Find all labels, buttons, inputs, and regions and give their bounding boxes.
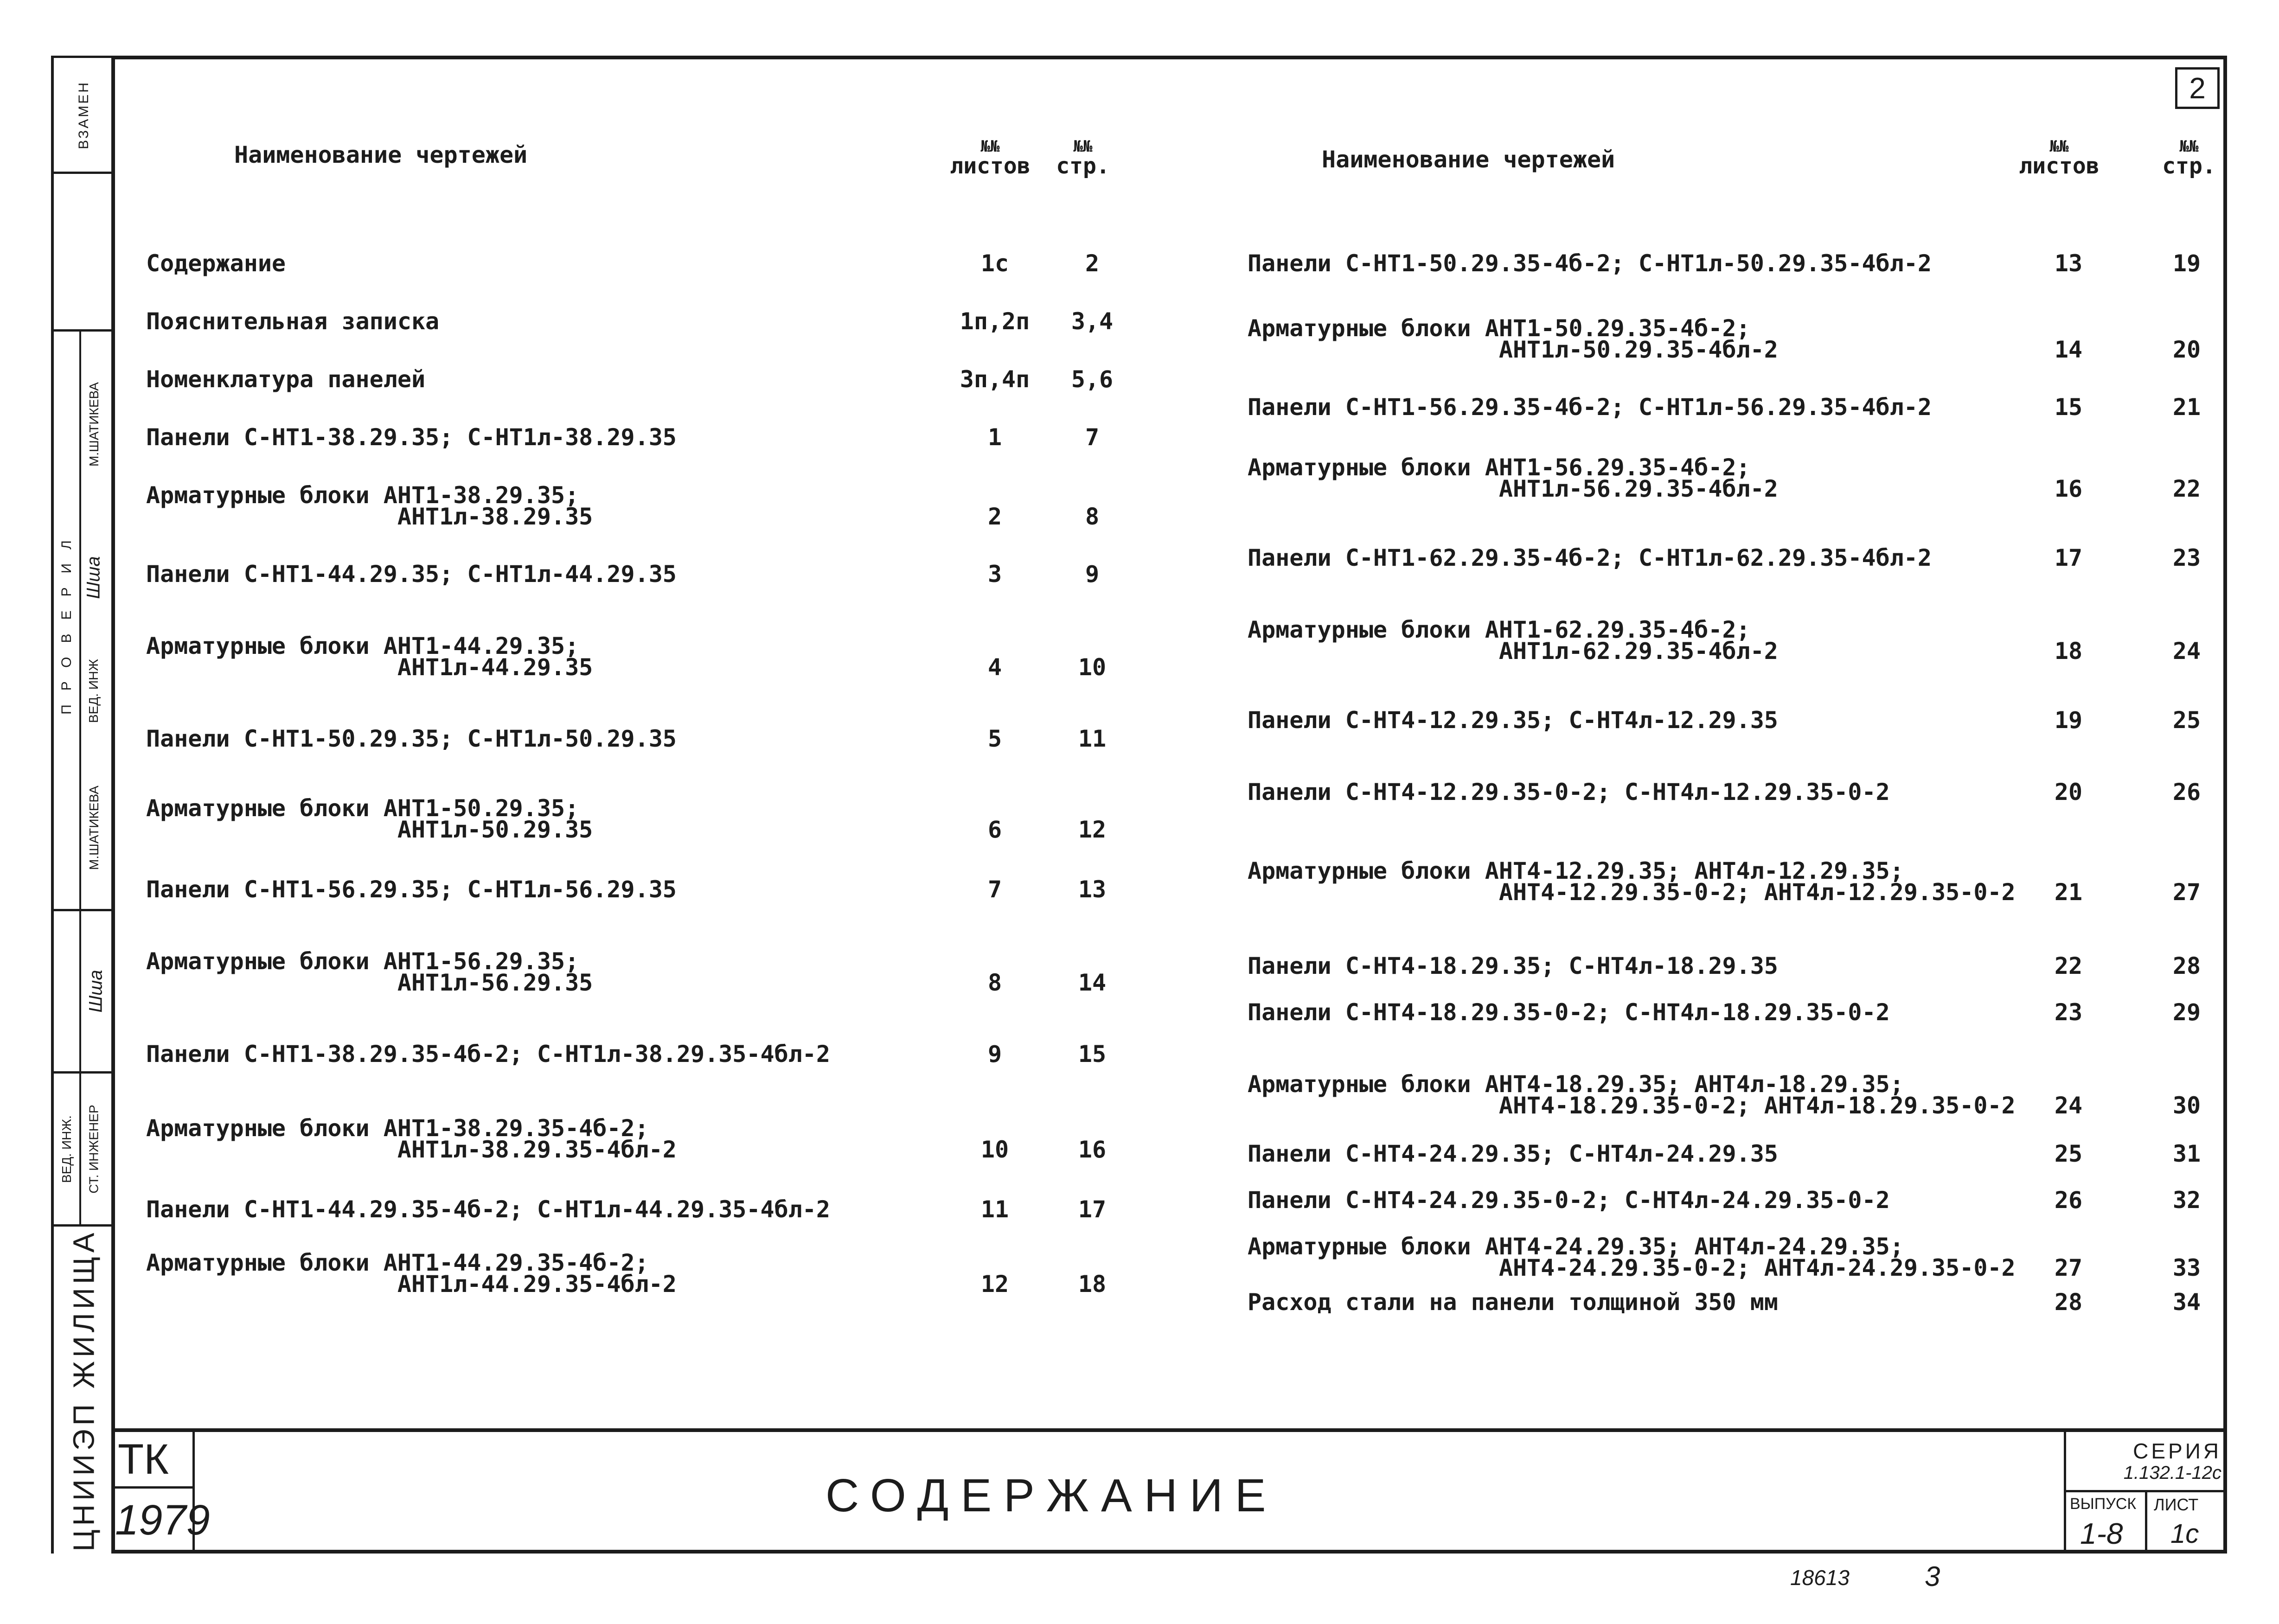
- row-title: Содержание: [146, 250, 286, 277]
- engineer-cell: [54, 1071, 114, 1224]
- row-title: Номенклатура панелей: [146, 366, 426, 393]
- row-title: Арматурные блоки АНТ1-50.29.35-4б-2; АНТ1л-50.29.35-4бл-2: [1248, 315, 1778, 363]
- row-page: 23: [2172, 544, 2201, 571]
- org-label: ЦНИИЭП ЖИЛИЩА: [67, 1228, 101, 1552]
- issue-label: ВЫПУСК: [2070, 1495, 2137, 1513]
- row-title: Панели С-НТ1-50.29.35; С-НТ1л-50.29.35: [146, 725, 677, 752]
- row-sheet: 1: [987, 424, 1002, 451]
- row-page: 32: [2172, 1187, 2201, 1214]
- row-sheet: 8: [987, 969, 1002, 996]
- org-cell: [54, 1224, 114, 1554]
- row-sheet: 22: [2054, 953, 2083, 979]
- right-header-sheets: №№ листов: [2019, 137, 2100, 179]
- row-title: Арматурные блоки АНТ4-12.29.35; АНТ4л-12.29.35; АНТ4-12.29.35-0-2; АНТ4л-12.29.35-0-2: [1248, 857, 2016, 906]
- page-number: 3: [1925, 1561, 1940, 1592]
- row-page: 8: [1085, 503, 1100, 530]
- row-page: 19: [2172, 250, 2201, 277]
- row-title: Пояснительная записка: [146, 308, 440, 335]
- year-cell: [111, 1489, 210, 1554]
- left-header-pages: №№ стр.: [1056, 137, 1110, 179]
- row-sheet: 1п,2п: [960, 308, 1030, 335]
- row-sheet: 1с: [980, 250, 1009, 277]
- row-sheet: 26: [2054, 1187, 2083, 1214]
- row-page: 34: [2172, 1289, 2201, 1316]
- row-title: Арматурные блоки АНТ1-62.29.35-4б-2; АНТ1л-62.29.35-4бл-2: [1248, 616, 1778, 665]
- row-page: 14: [1078, 969, 1107, 996]
- row-page: 11: [1078, 725, 1107, 752]
- row-title: Панели С-НТ1-56.29.35-4б-2; С-НТ1л-56.29.35-4бл-2: [1248, 394, 1932, 421]
- left-stamp-strip: [51, 56, 111, 1554]
- row-sheet: 16: [2054, 475, 2083, 502]
- series-cell: [2064, 1432, 2227, 1492]
- vzamen-cell: [54, 56, 114, 172]
- row-page: 29: [2172, 999, 2201, 1026]
- row-title: Арматурные блоки АНТ4-18.29.35; АНТ4л-18.29.35; АНТ4-18.29.35-0-2; АНТ4л-18.29.35-0-2: [1248, 1071, 2016, 1119]
- row-sheet: 6: [987, 816, 1002, 843]
- row-page: 22: [2172, 475, 2201, 502]
- row-title: Арматурные блоки АНТ1-38.29.35; АНТ1л-38.29.35: [146, 482, 593, 530]
- row-sheet: 17: [2054, 544, 2083, 571]
- row-page: 16: [1078, 1136, 1107, 1163]
- row-title: Расход стали на панели толщиной 350 мм: [1248, 1289, 1778, 1316]
- row-sheet: 10: [980, 1136, 1009, 1163]
- row-title: Панели С-НТ4-24.29.35; С-НТ4л-24.29.35: [1248, 1140, 1778, 1167]
- row-page: 20: [2172, 336, 2201, 363]
- st-inzh-label: СТ. ИНЖЕНЕР: [86, 1104, 101, 1194]
- row-title: Панели С-НТ1-50.29.35-4б-2; С-НТ1л-50.29.35-4бл-2: [1248, 250, 1932, 277]
- series-value: 1.132.1-12с: [2123, 1463, 2221, 1483]
- checker-signature-2: Шша: [86, 970, 107, 1013]
- row-title: Арматурные блоки АНТ4-24.29.35; АНТ4л-24.29.35; АНТ4-24.29.35-0-2; АНТ4л-24.29.35-0-2: [1248, 1233, 2016, 1281]
- left-header-name: Наименование чертежей: [234, 141, 528, 168]
- proveria-label: ПРОВЕРИЛ: [58, 526, 74, 715]
- row-title: Панели С-НТ4-18.29.35-0-2; С-НТ4л-18.29.35-0-2: [1248, 999, 1890, 1026]
- checker-name-2: М.ШАТИКЕВА: [86, 786, 101, 870]
- row-page: 18: [1078, 1271, 1107, 1298]
- row-sheet: 9: [987, 1041, 1002, 1068]
- sheet-value: 1с: [2170, 1519, 2199, 1549]
- row-sheet: 25: [2054, 1140, 2083, 1167]
- sheet-label: ЛИСТ: [2154, 1495, 2199, 1514]
- row-title: Арматурные блоки АНТ1-56.29.35; АНТ1л-56.29.35: [146, 948, 593, 996]
- sheet-number-box: [2175, 67, 2220, 109]
- row-sheet: 11: [980, 1196, 1009, 1223]
- row-title: Арматурные блоки АНТ1-56.29.35-4б-2; АНТ1л-56.29.35-4бл-2: [1248, 454, 1778, 502]
- row-title: Панели С-НТ4-18.29.35; С-НТ4л-18.29.35: [1248, 953, 1778, 979]
- issue-value: 1-8: [2080, 1517, 2123, 1550]
- row-sheet: 14: [2054, 336, 2083, 363]
- row-page: 24: [2172, 638, 2201, 665]
- tk-label: ТК: [118, 1436, 169, 1483]
- row-page: 21: [2172, 394, 2201, 421]
- row-page: 28: [2172, 953, 2201, 979]
- row-page: 13: [1078, 876, 1107, 903]
- row-page: 33: [2172, 1254, 2201, 1281]
- row-page: 25: [2172, 707, 2201, 734]
- row-page: 10: [1078, 654, 1107, 681]
- row-sheet: 2: [987, 503, 1002, 530]
- tk-cell: [111, 1432, 195, 1489]
- row-sheet: 7: [987, 876, 1002, 903]
- ved-inzh-label: ВЕД. ИНЖ: [86, 659, 101, 723]
- row-page: 9: [1085, 561, 1100, 588]
- row-title: Панели С-НТ1-38.29.35-4б-2; С-НТ1л-38.29.35-4бл-2: [146, 1041, 831, 1068]
- right-header-pages: №№ стр.: [2162, 137, 2216, 179]
- row-title: Панели С-НТ1-56.29.35; С-НТ1л-56.29.35: [146, 876, 677, 903]
- checker-name-1: М.ШАТИКЕВА: [86, 382, 101, 467]
- row-sheet: 12: [980, 1271, 1009, 1298]
- series-label: СЕРИЯ: [2133, 1439, 2221, 1463]
- row-sheet: 18: [2054, 638, 2083, 665]
- archive-number: 18613: [1790, 1566, 1850, 1590]
- sheet-number: 2: [2189, 71, 2206, 105]
- row-title: Арматурные блоки АНТ1-44.29.35; АНТ1л-44.29.35: [146, 633, 593, 681]
- row-sheet: 23: [2054, 999, 2083, 1026]
- issue-cell: [2064, 1492, 2147, 1554]
- blank-cell: [54, 172, 114, 329]
- row-page: 27: [2172, 879, 2201, 906]
- row-page: 7: [1085, 424, 1100, 451]
- row-sheet: 15: [2054, 394, 2083, 421]
- signature-cell: [54, 909, 114, 1071]
- row-title: Панели С-НТ1-38.29.35; С-НТ1л-38.29.35: [146, 424, 677, 451]
- row-sheet: 4: [987, 654, 1002, 681]
- row-title: Арматурные блоки АНТ1-50.29.35; АНТ1л-50.29.35: [146, 795, 593, 843]
- right-header-name: Наименование чертежей: [1322, 146, 1615, 173]
- row-title: Панели С-НТ4-12.29.35; С-НТ4л-12.29.35: [1248, 707, 1778, 734]
- row-page: 12: [1078, 816, 1107, 843]
- document-title: СОДЕРЖАНИЕ: [826, 1470, 1278, 1522]
- row-title: Панели С-НТ1-44.29.35; С-НТ1л-44.29.35: [146, 561, 677, 588]
- row-title: Панели С-НТ4-24.29.35-0-2; С-НТ4л-24.29.35-0-2: [1248, 1187, 1890, 1214]
- proveria-cell: [54, 329, 114, 909]
- checker-signature-1: Шша: [83, 556, 104, 599]
- row-sheet: 19: [2054, 707, 2083, 734]
- row-page: 26: [2172, 779, 2201, 806]
- title-block: [111, 1428, 2227, 1554]
- sheet-cell: [2147, 1492, 2227, 1554]
- row-title: Арматурные блоки АНТ1-44.29.35-4б-2; АНТ1л-44.29.35-4бл-2: [146, 1249, 677, 1298]
- row-page: 17: [1078, 1196, 1107, 1223]
- row-title: Панели С-НТ1-62.29.35-4б-2; С-НТ1л-62.29.35-4бл-2: [1248, 544, 1932, 571]
- row-title: Панели С-НТ4-12.29.35-0-2; С-НТ4л-12.29.35-0-2: [1248, 779, 1890, 806]
- row-page: 3,4: [1071, 308, 1114, 335]
- ved-inzh-label-2: ВЕД. ИНЖ.: [59, 1115, 74, 1183]
- row-sheet: 21: [2054, 879, 2083, 906]
- row-sheet: 28: [2054, 1289, 2083, 1316]
- row-page: 30: [2172, 1092, 2201, 1119]
- row-sheet: 27: [2054, 1254, 2083, 1281]
- left-header-sheets: №№ листов: [950, 137, 1031, 179]
- row-page: 2: [1085, 250, 1100, 277]
- row-sheet: 24: [2054, 1092, 2083, 1119]
- row-page: 5,6: [1071, 366, 1114, 393]
- row-title: Арматурные блоки АНТ1-38.29.35-4б-2; АНТ1л-38.29.35-4бл-2: [146, 1115, 677, 1163]
- row-sheet: 3: [987, 561, 1002, 588]
- year-label: 1979: [115, 1496, 210, 1544]
- row-page: 15: [1078, 1041, 1107, 1068]
- row-title: Панели С-НТ1-44.29.35-4б-2; С-НТ1л-44.29.35-4бл-2: [146, 1196, 831, 1223]
- row-sheet: 3п,4п: [960, 366, 1030, 393]
- row-sheet: 5: [987, 725, 1002, 752]
- row-page: 31: [2172, 1140, 2201, 1167]
- row-sheet: 13: [2054, 250, 2083, 277]
- row-sheet: 20: [2054, 779, 2083, 806]
- vzamen-label: ВЗАМЕН: [76, 80, 91, 149]
